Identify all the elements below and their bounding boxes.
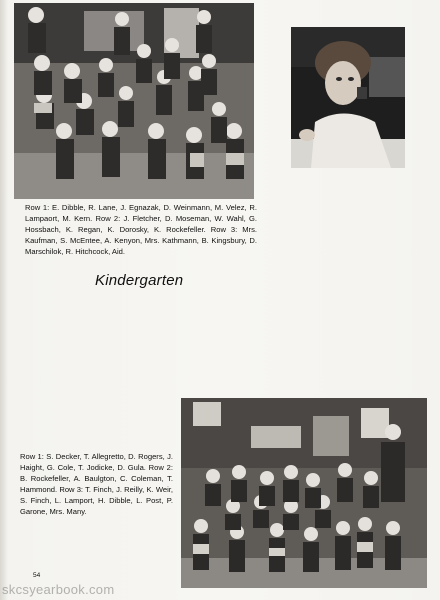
top-photo-caption: Row 1: E. Dibble, R. Lane, J. Egnazak, D. Weinmann, M. Velez, R. Lampaort, M. Kern. Row 2: J. Fletcher, D. Moseman, W. Wahl, G. Hossbach, K. Regan, K. Dorosky, K. Rockefeller. Row 3: Mrs. Kaufman, S. McEntee, A. Kenyon, Mrs. Kathmann, B. Kingsbury, D. Marschilok, R. Hitchcock, Aid. (25, 203, 257, 256)
watermark-text: skcsyearbook.com (2, 582, 115, 597)
class-photo-top (14, 3, 254, 199)
portrait-photo (291, 27, 405, 168)
page-number: 54 (33, 572, 41, 579)
class-photo-bottom (181, 398, 427, 588)
bottom-photo-caption: Row 1: S. Decker, T. Allegretto, D. Rogers, J. Haight, G. Cole, T. Jodicke, D. Gula. Row 2: B. Rockefeller, A. Baulgton, C. Coleman, T. Hammond. Row 3: T. Finch, J. Reilly, K. Weir, S. Finch, L. Lamport, H. Dibble, L. Post, P. Garone, Mrs. Many. (20, 452, 173, 516)
section-title: Kindergarten (95, 272, 184, 289)
